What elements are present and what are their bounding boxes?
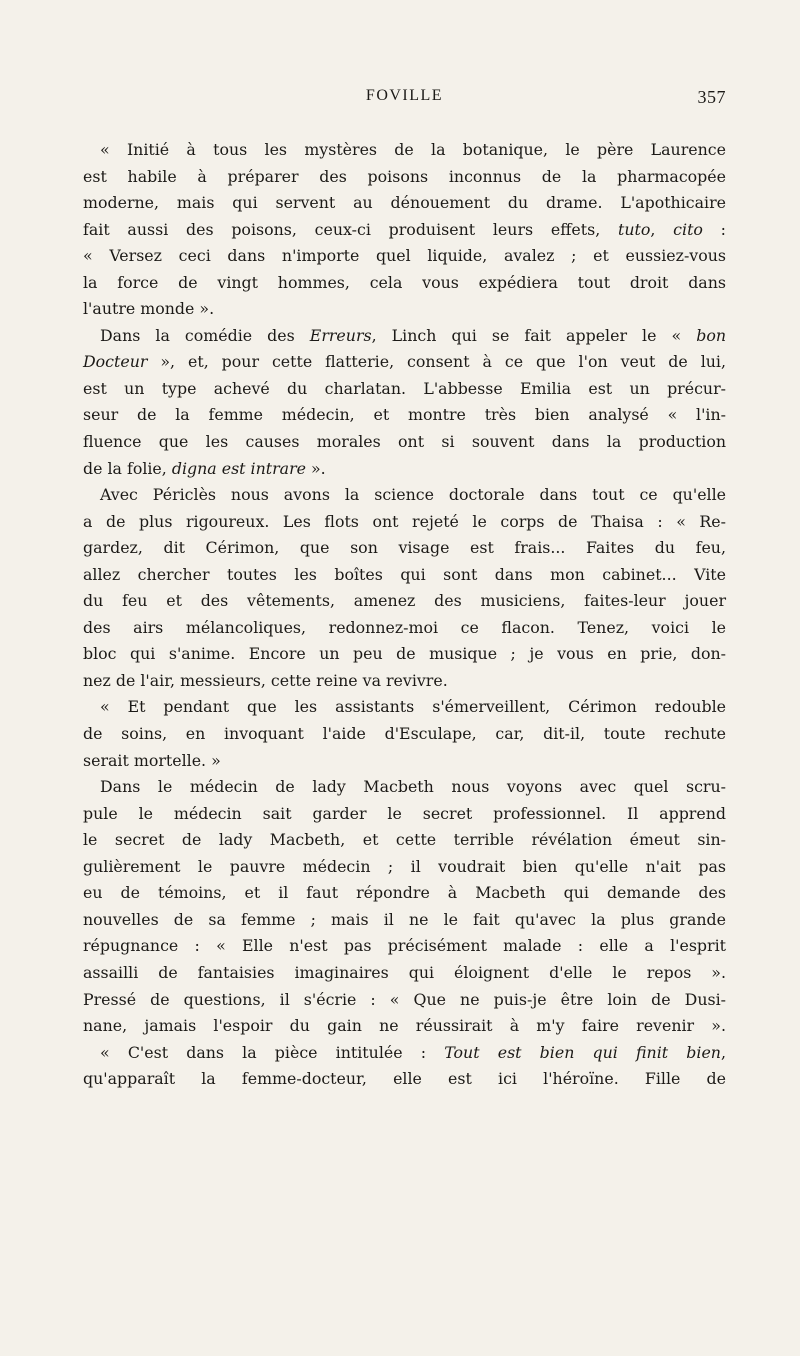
text-line [83,615,726,642]
italic-text: cito [673,219,703,239]
text-span: bloc qui s'anime. Encore un peu de musique ; je vous en prie, don- [83,644,726,664]
text-span: de la folie, [83,458,172,478]
text-span: « Et pendant que les assistants s'émerveillent, Cérimon redouble [100,697,726,717]
text-span: gardez, dit Cérimon, que son visage est frais... Faites du feu, [83,538,726,558]
text-span: qu'apparaît la femme-docteur, elle est ici l'héroïne. Fille de [83,1069,726,1089]
text-line [83,323,726,350]
text-line [83,349,726,376]
text-line [83,987,726,1014]
text-line [83,694,726,721]
text-span: ». [306,458,326,478]
text-line [83,164,726,191]
page-number: 357 [697,87,726,107]
text-line [83,907,726,934]
text-span: du feu et des vêtements, amenez des musiciens, faites-leur jouer [83,591,726,611]
text-line [83,296,726,323]
text-span: Pressé de questions, il s'écrie : « Que ne puis-je être loin de Dusi- [83,989,726,1009]
text-line [83,721,726,748]
running-head [83,87,726,109]
text-line [83,960,726,987]
italic-text: tuto [618,219,651,239]
text-span: de soins, en invoquant l'aide d'Esculape, car, dit-il, toute rechute [83,724,726,744]
text-line [83,854,726,881]
text-span: « Versez ceci dans n'importe quel liquide, avalez ; et eussiez-vous [83,246,726,266]
text-span: assailli de fantaisies imaginaires qui éloignent d'elle le repos ». [83,962,726,982]
text-line [83,217,726,244]
text-span: , Linch qui se fait appeler le « [371,325,697,345]
text-line [83,801,726,828]
text-line [83,1066,726,1093]
text-span: serait mortelle. » [83,750,221,770]
text-line [83,933,726,960]
text-line [83,482,726,509]
text-line [83,535,726,562]
text-line [83,376,726,403]
text-span: gulièrement le pauvre médecin ; il voudrait bien qu'elle n'ait pas [83,856,726,876]
text-span: Avec Périclès nous avons la science doctorale dans tout ce qu'elle [100,485,726,505]
text-span: « C'est dans la pièce intitulée : [100,1042,445,1062]
text-line [83,588,726,615]
text-span: nouvelles de sa femme ; mais il ne le fait qu'avec la plus grande [83,909,726,929]
text-span: , [720,1042,727,1062]
text-line [83,402,726,429]
text-line [83,880,726,907]
text-line [83,456,726,483]
text-line [83,827,726,854]
body-text [83,137,726,1093]
italic-text: Erreurs [309,325,372,345]
text-line [83,137,726,164]
italic-text: Tout est bien qui finit bien [444,1042,721,1062]
text-span: des airs mélancoliques, redonnez-moi ce flacon. Tenez, voici le [83,617,726,637]
text-span: répugnance : « Elle n'est pas précisément malade : elle a l'esprit [83,936,726,956]
text-span: », et, pour cette flatterie, consent à ce que l'on veut de lui, [147,352,726,372]
italic-text: Docteur [83,352,148,372]
text-line [83,641,726,668]
text-span: allez chercher toutes les boîtes qui sont dans mon cabinet... Vite [83,564,726,584]
text-line [83,562,726,589]
text-line [83,429,726,456]
text-span: est un type achevé du charlatan. L'abbesse Emilia est un précur- [83,378,726,398]
text-span: seur de la femme médecin, et montre très bien analysé « l'in- [83,405,726,425]
text-span: nane, jamais l'espoir du gain ne réussirait à m'y faire revenir ». [83,1016,726,1036]
text-line [83,190,726,217]
text-line [83,668,726,695]
text-span: « Initié à tous les mystères de la botanique, le père Laurence [100,140,726,159]
text-span: Dans la comédie des [100,325,310,345]
text-span: Dans le médecin de lady Macbeth nous voyons avec quel scru- [100,777,726,797]
text-span: pule le médecin sait garder le secret professionnel. Il apprend [83,803,726,823]
text-line [83,748,726,775]
text-span: nez de l'air, messieurs, cette reine va revivre. [83,670,448,690]
text-line [83,243,726,270]
text-span: est habile à préparer des poisons inconnus de la pharmacopée [83,166,726,186]
text-span: l'autre monde ». [83,299,215,319]
text-line [83,774,726,801]
text-span: la force de vingt hommes, cela vous expédiera tout droit dans [83,272,726,292]
text-line [83,1040,726,1067]
text-span: le secret de lady Macbeth, et cette terrible révélation émeut sin- [83,830,726,850]
italic-text: digna est intrare [171,458,306,478]
text-span: : [702,219,727,239]
italic-text: bon [696,325,726,345]
text-span: fluence que les causes morales ont si souvent dans la production [83,432,726,452]
text-span: fait aussi des poisons, ceux-ci produisent leurs effets, [83,219,618,239]
running-head-title: FOVILLE [365,87,444,104]
text-line [83,270,726,297]
text-span: , [650,219,674,239]
text-line [83,1013,726,1040]
text-span: eu de témoins, et il faut répondre à Macbeth qui demande des [83,883,726,903]
text-span: a de plus rigoureux. Les flots ont rejeté le corps de Thaisa : « Re- [83,511,726,531]
text-span: moderne, mais qui servent au dénouement du drame. L'apothicaire [83,193,726,213]
text-line [83,509,726,536]
